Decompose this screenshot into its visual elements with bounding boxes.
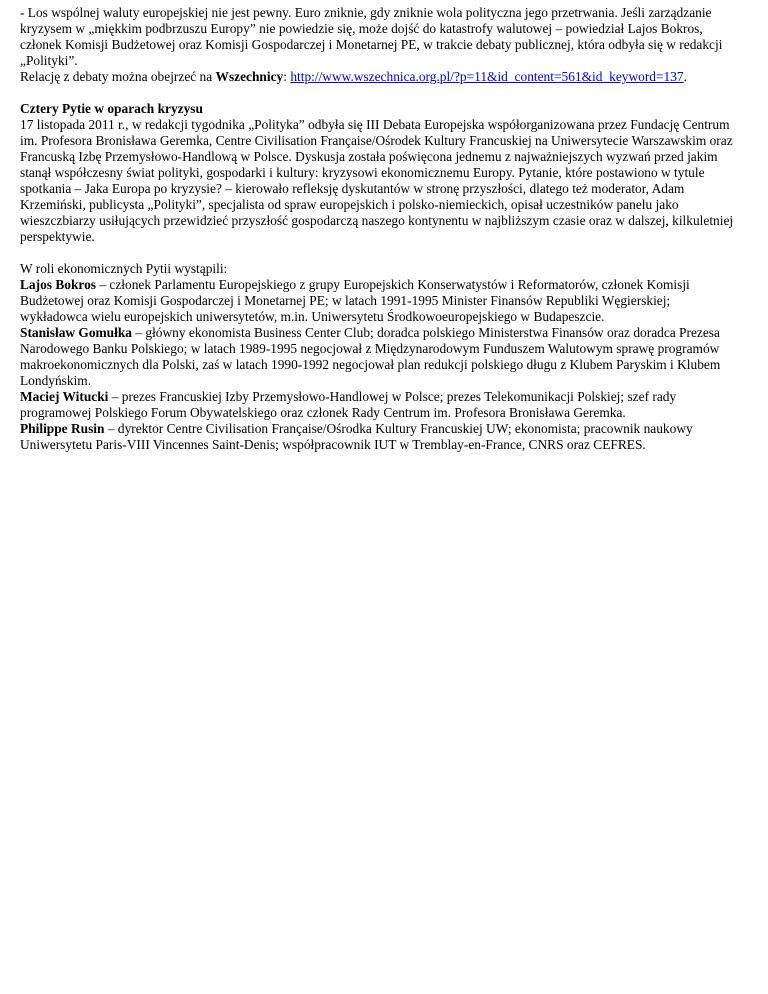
speaker-description: – członek Parlamentu Europejskiego z grupy Europejskich Konserwatystów i Reformatorów, członek Komisji Budżetowej oraz Komisji Gospodarczej i Monetarnej PE; w latach 1991-1995 Minister Finansów Republiki Węgierskiej; wykładowca wielu europejskich uniwersytetów, m.in. Uniwersytetu Środkowoeuropejskiego w Budapeszcie. — [20, 277, 690, 324]
article-body: 17 listopada 2011 r., w redakcji tygodnika „Polityka” odbyła się III Debata Europejska współorganizowana przez Fundację Centrum im. Profesora Bronisława Geremka, Centre Civilisation Française/Ośrodek Kultury Francuskiej na Uniwersytecie Warszawskim oraz Francuską Izbę Przemysłowo-Handlową w Polsce. Dyskusja została poświęcona jednemu z najważniejszych wyzwań przed jakim stanął współczesny świat polityki, gospodarki i kultury: kryzysowi ekonomicznemu Europy. Pytanie, które postawiono w tytule spotkania – Jaka Europa po kryzysie? – kierowało refleksję dyskutantów w stronę przyszłości, dlatego też moderator, Adam Krzemiński, publicysta „Polityki”, specjalista od spraw europejskich i polsko-niemieckich, opisał uczestników panelu jako wieszczbiarzy usiłujących przewidzieć przyszłość gospodarczą naszego kontynentu w najbliższym czasie oraz w dalszej, kilkuletniej perspektywie. — [20, 117, 734, 244]
speaker-entry — [20, 277, 740, 325]
speaker-description: – główny ekonomista Business Center Club; doradca polskiego Ministerstwa Finansów oraz doradca Prezesa Narodowego Banku Polskiego; w latach 1989-1995 negocjował z Międzynarodowym Funduszem Walutowym sprawę programów makroekonomicznych dla Polski, zaś w latach 1990-1992 negocjował plan redukcji polskiego długu z Klubem Paryskim i Klubem Londyńskim. — [20, 325, 721, 388]
intro-section — [20, 5, 740, 85]
article-heading-text: Cztery Pytie w oparach kryzysu — [20, 101, 203, 116]
intro-quote: - Los wspólnej waluty europejskiej nie jest pewny. Euro zniknie, gdy zniknie wola polityczna jego przetrwania. Jeśli zarządzanie kryzysem w „miękkim podbrzuszu Europy” nie powiedzie się, może dojść do katastrofy walutowej – powiedział Lajos Bokros, członek Komisji Budżetowej oraz Komisji Gospodarczej i Monetarnej PE, w trakcie debaty publicznej, która odbyła się w redakcji „Polityki”. — [20, 5, 723, 68]
speaker-entry — [20, 389, 740, 421]
relation-line — [20, 69, 740, 85]
speaker-entry — [20, 325, 740, 389]
document-page — [20, 5, 740, 469]
speakers-intro: W roli ekonomicznych Pytii wystąpili: — [20, 261, 228, 276]
relation-prefix: Relację z debaty można obejrzeć na — [20, 69, 216, 84]
speakers-section — [20, 261, 740, 453]
speaker-name: Stanisław Gomułka — [20, 325, 132, 340]
article-section — [20, 101, 740, 245]
relation-link[interactable]: http://www.wszechnica.org.pl/?p=11&id_content=561&id_keyword=137 — [290, 69, 684, 84]
relation-site-name: Wszechnicy — [215, 69, 284, 84]
relation-colon: : — [283, 69, 291, 84]
speaker-name: Lajos Bokros — [20, 277, 97, 292]
speaker-entry — [20, 421, 740, 453]
speaker-description: – prezes Francuskiej Izby Przemysłowo-Handlowej w Polsce; prezes Telekomunikacji Polskiej; szef rady programowej Polskiego Forum Obywatelskiego oraz członek Rady Centrum im. Profesora Bronisława Geremka. — [20, 389, 677, 420]
relation-end: . — [683, 69, 687, 84]
speaker-name: Philippe Rusin — [20, 421, 105, 436]
speaker-name: Maciej Witucki — [20, 389, 109, 404]
speaker-description: – dyrektor Centre Civilisation Française/Ośrodka Kultury Francuskiej UW; ekonomista; pracownik naukowy Uniwersytetu Paris-VIII Vincennes Saint-Denis; współpracownik IUT w Tremblay-en-France, CNRS oraz CEFRES. — [20, 421, 693, 452]
article-heading — [20, 101, 740, 117]
